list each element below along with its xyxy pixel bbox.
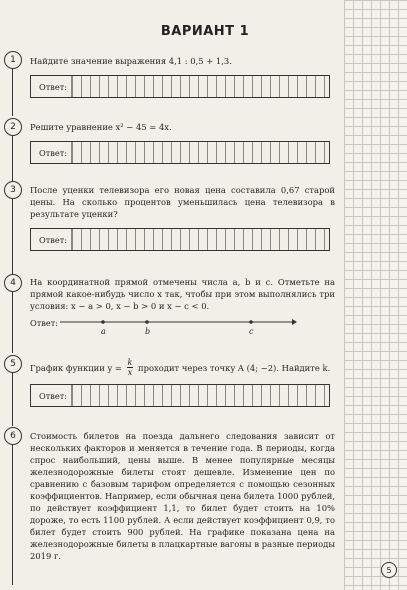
label-a: a [101,327,106,336]
task-number: 1 [4,51,22,69]
task-number: 5 [4,355,22,373]
number-line-arrow [292,319,297,325]
fraction [127,358,134,377]
answer-cells[interactable] [71,385,329,406]
task-5-text [30,358,335,377]
fraction-denominator: x [127,368,133,377]
point-a [101,320,105,324]
label-c: c [249,327,254,336]
answer-box-5[interactable] [30,384,330,407]
task-number: 2 [4,118,22,136]
task-2-text: Решите уравнение x² − 45 = 4x. [30,122,172,132]
answer-label: Ответ: [39,235,67,245]
answer-label: Ответ: [39,391,67,401]
task-6-text: Стоимость билетов на поезда дальнего следования зависит от нескольких факторов и меняется в течение года. В периоды, когда спрос наибольший, цены выше. В менее популярные месяцы железнодорожные билеты стоят дешевле. Изменение цен по сравнению с базовым тарифом определяется с помощью сезонных коэффициентов. Например, если обычная цена билета 1000 рублей, по действует коэффициент 1,1, то билет будет стоить на 10% дороже, то есть 1100 рублей. А если действует коэффициент 0,9, то билет будет стоить 900 рублей. На графике показана цена на железнодорожные билеты в плацкартные вагоны в разные периоды 2019 г. [30,431,335,561]
page-title: ВАРИАНТ 1 [160,24,250,39]
answer-label: Ответ: [39,82,67,92]
task-number: 6 [4,427,22,445]
answer-label: Ответ: [30,318,58,328]
task-1-text: Найдите значение выражения 4,1 : 0,5 + 1,3. [30,56,232,66]
page-number: 5 [381,562,397,578]
connector-line [12,445,13,585]
task-4-text: На координатной прямой отмечены числа a, b и c. Отметьте на прямой какое-нибудь число x так, чтобы при этом выполнялись три условия: x − a > 0, x − b > 0 и x − c < 0. [30,277,335,311]
task-number: 3 [4,181,22,199]
grid-margin [344,0,407,590]
task-number: 4 [4,274,22,292]
label-b: b [145,327,151,336]
fraction-numerator: k [127,358,133,367]
answer-label: Ответ: [39,148,67,158]
point-c [249,320,253,324]
task-3-text: После уценки телевизора его новая цена составила 0,67 старой цены. На сколько процентов уменьшилась цена телевизора в результате уценки? [30,185,335,219]
connector-line [12,372,13,426]
task-5-text-before: График функции y = [30,362,125,373]
task-5-text-after: проходит через точку A (4; −2). Найдите k. [135,362,331,373]
point-b [145,320,149,324]
